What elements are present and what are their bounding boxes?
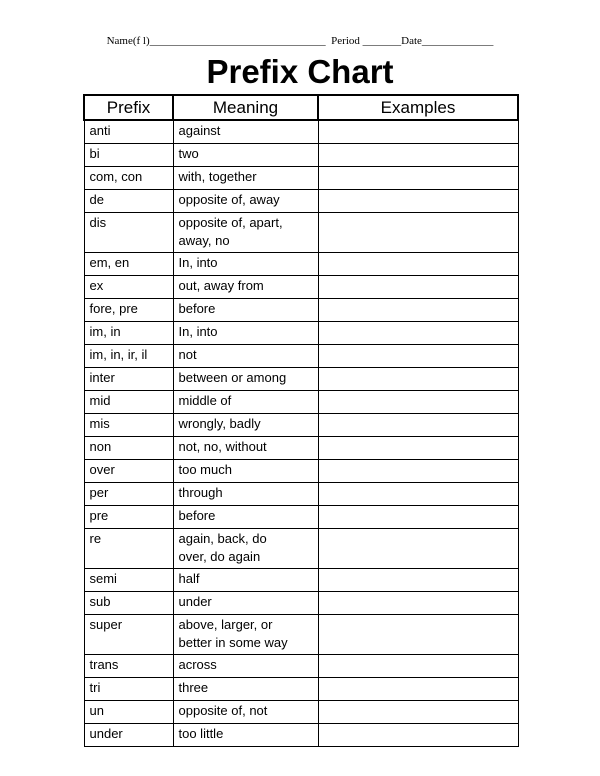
examples-cell[interactable] xyxy=(318,414,518,437)
table-row xyxy=(84,414,518,437)
table-header-row xyxy=(84,95,518,120)
meaning-cell: not xyxy=(173,345,318,368)
meaning-cell: In, into xyxy=(173,253,318,276)
examples-cell[interactable] xyxy=(318,144,518,167)
examples-cell[interactable] xyxy=(318,592,518,615)
prefix-cell: anti xyxy=(84,120,173,144)
table-row xyxy=(84,120,518,144)
examples-cell[interactable] xyxy=(318,701,518,724)
prefix-cell: sub xyxy=(84,592,173,615)
table-row xyxy=(84,144,518,167)
meaning-cell: out, away from xyxy=(173,276,318,299)
prefix-cell: trans xyxy=(84,655,173,678)
prefix-cell: per xyxy=(84,483,173,506)
examples-cell[interactable] xyxy=(318,437,518,460)
date-blank: _____________ xyxy=(421,35,494,47)
examples-cell[interactable] xyxy=(318,460,518,483)
examples-cell[interactable] xyxy=(318,253,518,276)
examples-cell[interactable] xyxy=(318,322,518,345)
table-row xyxy=(84,167,518,190)
period-blank: _______ xyxy=(362,35,402,47)
prefix-cell: mis xyxy=(84,414,173,437)
examples-cell[interactable] xyxy=(318,391,518,414)
prefix-cell: pre xyxy=(84,506,173,529)
table-row xyxy=(84,506,518,529)
meaning-cell: with, together xyxy=(173,167,318,190)
column-header-examples: Examples xyxy=(318,95,518,120)
prefix-cell: im, in, ir, il xyxy=(84,345,173,368)
meaning-cell: under xyxy=(173,592,318,615)
prefix-cell: non xyxy=(84,437,173,460)
table-row xyxy=(84,529,518,569)
examples-cell[interactable] xyxy=(318,368,518,391)
prefix-cell: em, en xyxy=(84,253,173,276)
prefix-cell: tri xyxy=(84,678,173,701)
prefix-cell: fore, pre xyxy=(84,299,173,322)
table-row xyxy=(84,276,518,299)
prefix-cell: bi xyxy=(84,144,173,167)
page-title: Prefix Chart xyxy=(206,53,394,90)
examples-cell[interactable] xyxy=(318,529,518,569)
prefix-cell: re xyxy=(84,529,173,569)
examples-cell[interactable] xyxy=(318,483,518,506)
table-row xyxy=(84,391,518,414)
table-row xyxy=(84,678,518,701)
table-row xyxy=(84,368,518,391)
table-row xyxy=(84,299,518,322)
meaning-cell: opposite of, apart, away, no xyxy=(173,213,318,253)
table-row xyxy=(84,701,518,724)
prefix-cell: de xyxy=(84,190,173,213)
table-row xyxy=(84,345,518,368)
prefix-cell: mid xyxy=(84,391,173,414)
meaning-cell: two xyxy=(173,144,318,167)
table-body xyxy=(84,120,518,747)
table-row xyxy=(84,655,518,678)
table-row xyxy=(84,592,518,615)
prefix-table xyxy=(83,94,519,747)
examples-cell[interactable] xyxy=(318,345,518,368)
examples-cell[interactable] xyxy=(318,678,518,701)
meaning-cell: before xyxy=(173,506,318,529)
worksheet-header xyxy=(0,35,600,47)
meaning-cell: too little xyxy=(173,724,318,747)
prefix-cell: over xyxy=(84,460,173,483)
prefix-cell: dis xyxy=(84,213,173,253)
meaning-cell: too much xyxy=(173,460,318,483)
meaning-cell: In, into xyxy=(173,322,318,345)
meaning-cell: not, no, without xyxy=(173,437,318,460)
meaning-cell: middle of xyxy=(173,391,318,414)
table-row xyxy=(84,569,518,592)
table-row xyxy=(84,615,518,655)
examples-cell[interactable] xyxy=(318,167,518,190)
examples-cell[interactable] xyxy=(318,213,518,253)
column-header-prefix: Prefix xyxy=(84,95,173,120)
examples-cell[interactable] xyxy=(318,724,518,747)
meaning-cell: before xyxy=(173,299,318,322)
prefix-cell: im, in xyxy=(84,322,173,345)
examples-cell[interactable] xyxy=(318,655,518,678)
meaning-cell: above, larger, or better in some way xyxy=(173,615,318,655)
table-row xyxy=(84,460,518,483)
meaning-cell: wrongly, badly xyxy=(173,414,318,437)
table-row xyxy=(84,322,518,345)
period-label: Period xyxy=(331,35,360,47)
prefix-cell: under xyxy=(84,724,173,747)
examples-cell[interactable] xyxy=(318,569,518,592)
meaning-cell: across xyxy=(173,655,318,678)
meaning-cell: again, back, do over, do again xyxy=(173,529,318,569)
prefix-cell: com, con xyxy=(84,167,173,190)
prefix-cell: semi xyxy=(84,569,173,592)
table-row xyxy=(84,190,518,213)
table-row xyxy=(84,483,518,506)
examples-cell[interactable] xyxy=(318,190,518,213)
examples-cell[interactable] xyxy=(318,506,518,529)
table-row xyxy=(84,253,518,276)
meaning-cell: against xyxy=(173,120,318,144)
prefix-cell: inter xyxy=(84,368,173,391)
table-row xyxy=(84,724,518,747)
meaning-cell: three xyxy=(173,678,318,701)
name-label: Name(f l) xyxy=(106,35,150,47)
name-blank: ________________________________ xyxy=(149,35,326,47)
meaning-cell: opposite of, away xyxy=(173,190,318,213)
prefix-cell: super xyxy=(84,615,173,655)
examples-cell[interactable] xyxy=(318,276,518,299)
examples-cell[interactable] xyxy=(318,615,518,655)
meaning-cell: half xyxy=(173,569,318,592)
examples-cell[interactable] xyxy=(318,299,518,322)
date-label: Date xyxy=(401,35,422,47)
prefix-cell: ex xyxy=(84,276,173,299)
meaning-cell: between or among xyxy=(173,368,318,391)
meaning-cell: opposite of, not xyxy=(173,701,318,724)
table-row xyxy=(84,213,518,253)
examples-cell[interactable] xyxy=(318,120,518,144)
table-row xyxy=(84,437,518,460)
prefix-cell: un xyxy=(84,701,173,724)
meaning-cell: through xyxy=(173,483,318,506)
column-header-meaning: Meaning xyxy=(173,95,318,120)
